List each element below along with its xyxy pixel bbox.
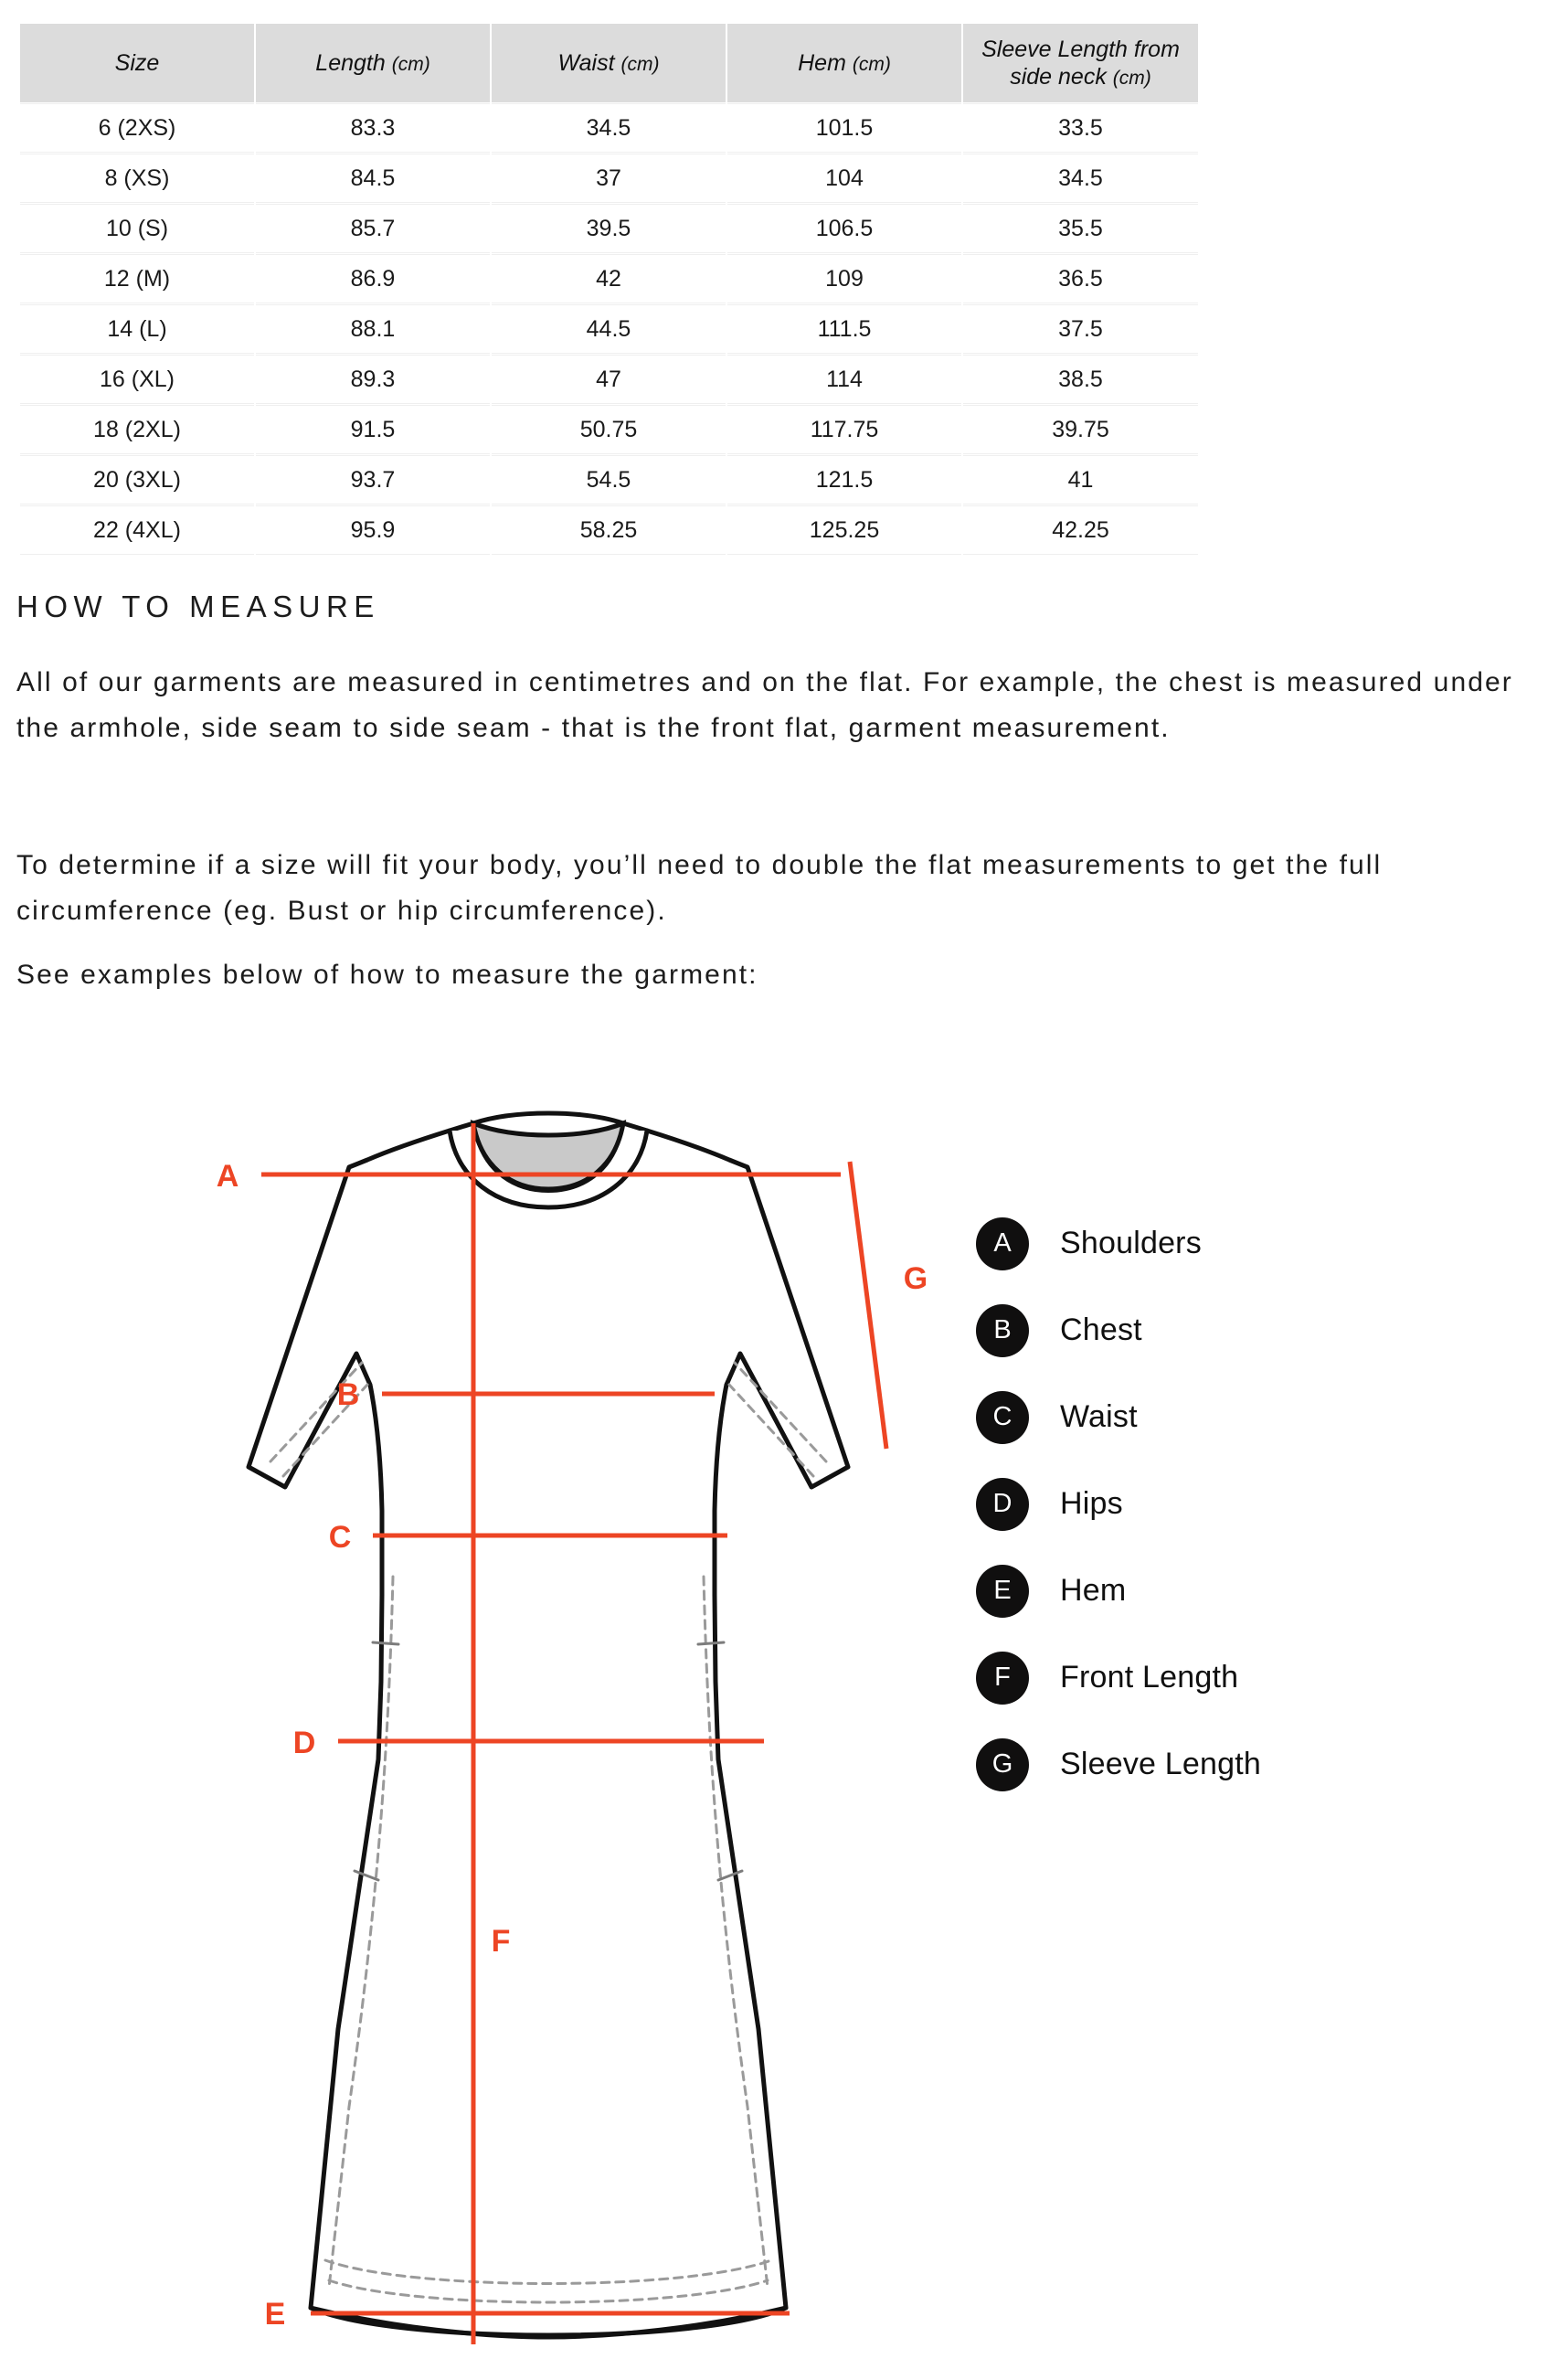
table-row bbox=[20, 103, 1198, 153]
measurement-legend bbox=[976, 1200, 1433, 1808]
cell-length: 93.7 bbox=[256, 455, 490, 505]
legend-item-hem bbox=[976, 1547, 1433, 1634]
cell-hem: 121.5 bbox=[727, 455, 961, 505]
marker-label-e: E bbox=[264, 2297, 286, 2332]
cell-length: 89.3 bbox=[256, 355, 490, 404]
cell-sleeve: 42.25 bbox=[963, 505, 1198, 555]
measure-paragraph-3: See examples below of how to measure the garment: bbox=[16, 960, 758, 990]
notch-left-upper bbox=[373, 1642, 398, 1644]
cell-hem: 104 bbox=[727, 154, 961, 203]
marker-label-f: F bbox=[491, 1924, 511, 1959]
cell-waist: 58.25 bbox=[492, 505, 726, 555]
column-header-hem bbox=[727, 24, 961, 102]
legend-item-sleeve-length bbox=[976, 1721, 1433, 1808]
cell-size: 12 (M) bbox=[20, 254, 254, 303]
legend-item-hips bbox=[976, 1461, 1433, 1547]
legend-badge-icon: D bbox=[976, 1478, 1029, 1531]
table-row bbox=[20, 355, 1198, 404]
legend-item-label: Sleeve Length bbox=[1060, 1747, 1261, 1781]
cell-length: 91.5 bbox=[256, 405, 490, 454]
column-header-size bbox=[20, 24, 254, 102]
table-row bbox=[20, 405, 1198, 454]
cell-size: 20 (3XL) bbox=[20, 455, 254, 505]
cell-hem: 109 bbox=[727, 254, 961, 303]
table-row bbox=[20, 304, 1198, 354]
column-header-sleeve-length-unit: (cm) bbox=[1112, 68, 1151, 89]
marker-label-d: D bbox=[292, 1726, 316, 1760]
cell-sleeve: 38.5 bbox=[963, 355, 1198, 404]
legend-badge-icon: G bbox=[976, 1738, 1029, 1791]
cell-length: 84.5 bbox=[256, 154, 490, 203]
cell-waist: 37 bbox=[492, 154, 726, 203]
cell-hem: 125.25 bbox=[727, 505, 961, 555]
cell-waist: 54.5 bbox=[492, 455, 726, 505]
cell-hem: 114 bbox=[727, 355, 961, 404]
size-chart-table bbox=[18, 23, 1200, 556]
size-chart-table-container bbox=[18, 23, 1193, 556]
legend-item-shoulders bbox=[976, 1200, 1433, 1287]
cell-waist: 47 bbox=[492, 355, 726, 404]
measure-paragraph-1: All of our garments are measured in centimetres and on the flat. For example, the chest is measured under the armhole, side seam to side seam - that is the front flat, garment measurement. bbox=[16, 667, 1513, 743]
column-header-hem-unit: (cm) bbox=[852, 53, 891, 75]
cell-sleeve: 36.5 bbox=[963, 254, 1198, 303]
dress-silhouette-path bbox=[249, 1113, 848, 2337]
table-row bbox=[20, 455, 1198, 505]
legend-item-label: Hips bbox=[1060, 1486, 1123, 1521]
cell-size: 14 (L) bbox=[20, 304, 254, 354]
notch-right-upper bbox=[698, 1642, 724, 1644]
table-row bbox=[20, 254, 1198, 303]
cell-sleeve: 35.5 bbox=[963, 204, 1198, 253]
cell-waist: 34.5 bbox=[492, 103, 726, 153]
column-header-size-text: Size bbox=[114, 49, 160, 76]
cell-length: 85.7 bbox=[256, 204, 490, 253]
cell-waist: 39.5 bbox=[492, 204, 726, 253]
legend-badge-icon: B bbox=[976, 1304, 1029, 1357]
dress-technical-drawing bbox=[155, 1083, 941, 2380]
cell-size: 18 (2XL) bbox=[20, 405, 254, 454]
measure-paragraph-2: To determine if a size will fit your body, you’ll need to double the flat measurements to get the full circumference (eg. Bust or hip circumference). bbox=[16, 850, 1383, 926]
cell-waist: 50.75 bbox=[492, 405, 726, 454]
cell-sleeve: 37.5 bbox=[963, 304, 1198, 354]
cell-hem: 111.5 bbox=[727, 304, 961, 354]
cell-length: 88.1 bbox=[256, 304, 490, 354]
table-row bbox=[20, 154, 1198, 203]
garment-outline bbox=[249, 1113, 848, 2337]
legend-badge-icon: F bbox=[976, 1652, 1029, 1705]
legend-item-label: Waist bbox=[1060, 1399, 1138, 1434]
legend-badge-icon: E bbox=[976, 1565, 1029, 1618]
legend-item-chest bbox=[976, 1287, 1433, 1374]
legend-item-label: Shoulders bbox=[1060, 1226, 1202, 1260]
marker-label-b: B bbox=[336, 1377, 360, 1412]
legend-item-waist bbox=[976, 1374, 1433, 1461]
cell-sleeve: 41 bbox=[963, 455, 1198, 505]
column-header-waist-unit: (cm) bbox=[620, 53, 660, 75]
cell-hem: 106.5 bbox=[727, 204, 961, 253]
legend-item-label: Hem bbox=[1060, 1573, 1127, 1608]
marker-label-c: C bbox=[328, 1520, 352, 1555]
cell-length: 86.9 bbox=[256, 254, 490, 303]
cell-hem: 117.75 bbox=[727, 405, 961, 454]
column-header-sleeve-length-text: Sleeve Length from side neck bbox=[981, 37, 1180, 90]
cell-size: 16 (XL) bbox=[20, 355, 254, 404]
cell-waist: 44.5 bbox=[492, 304, 726, 354]
table-header-row bbox=[20, 24, 1198, 102]
legend-badge-icon: C bbox=[976, 1391, 1029, 1444]
table-row bbox=[20, 204, 1198, 253]
cell-size: 10 (S) bbox=[20, 204, 254, 253]
column-header-hem-text: Hem bbox=[798, 49, 846, 76]
legend-item-label: Chest bbox=[1060, 1312, 1142, 1347]
column-header-length-unit: (cm) bbox=[391, 53, 430, 75]
legend-item-label: Front Length bbox=[1060, 1660, 1239, 1695]
cell-sleeve: 33.5 bbox=[963, 103, 1198, 153]
legend-item-front-length bbox=[976, 1634, 1433, 1721]
table-body bbox=[20, 103, 1198, 555]
cell-sleeve: 39.75 bbox=[963, 405, 1198, 454]
cell-size: 8 (XS) bbox=[20, 154, 254, 203]
column-header-sleeve-length bbox=[963, 24, 1198, 102]
cell-hem: 101.5 bbox=[727, 103, 961, 153]
cell-size: 22 (4XL) bbox=[20, 505, 254, 555]
legend-badge-icon: A bbox=[976, 1217, 1029, 1270]
cell-waist: 42 bbox=[492, 254, 726, 303]
table-row bbox=[20, 505, 1198, 555]
column-header-waist bbox=[492, 24, 726, 102]
column-header-waist-text: Waist bbox=[557, 49, 615, 76]
column-header-length-text: Length bbox=[315, 49, 386, 76]
cell-length: 95.9 bbox=[256, 505, 490, 555]
cell-length: 83.3 bbox=[256, 103, 490, 153]
cell-size: 6 (2XS) bbox=[20, 103, 254, 153]
marker-label-g: G bbox=[903, 1261, 928, 1296]
cell-sleeve: 34.5 bbox=[963, 154, 1198, 203]
page-title: HOW TO MEASURE bbox=[16, 590, 380, 623]
column-header-length bbox=[256, 24, 490, 102]
marker-label-a: A bbox=[216, 1159, 239, 1194]
measure-line-g-sleeve-length bbox=[850, 1162, 886, 1449]
